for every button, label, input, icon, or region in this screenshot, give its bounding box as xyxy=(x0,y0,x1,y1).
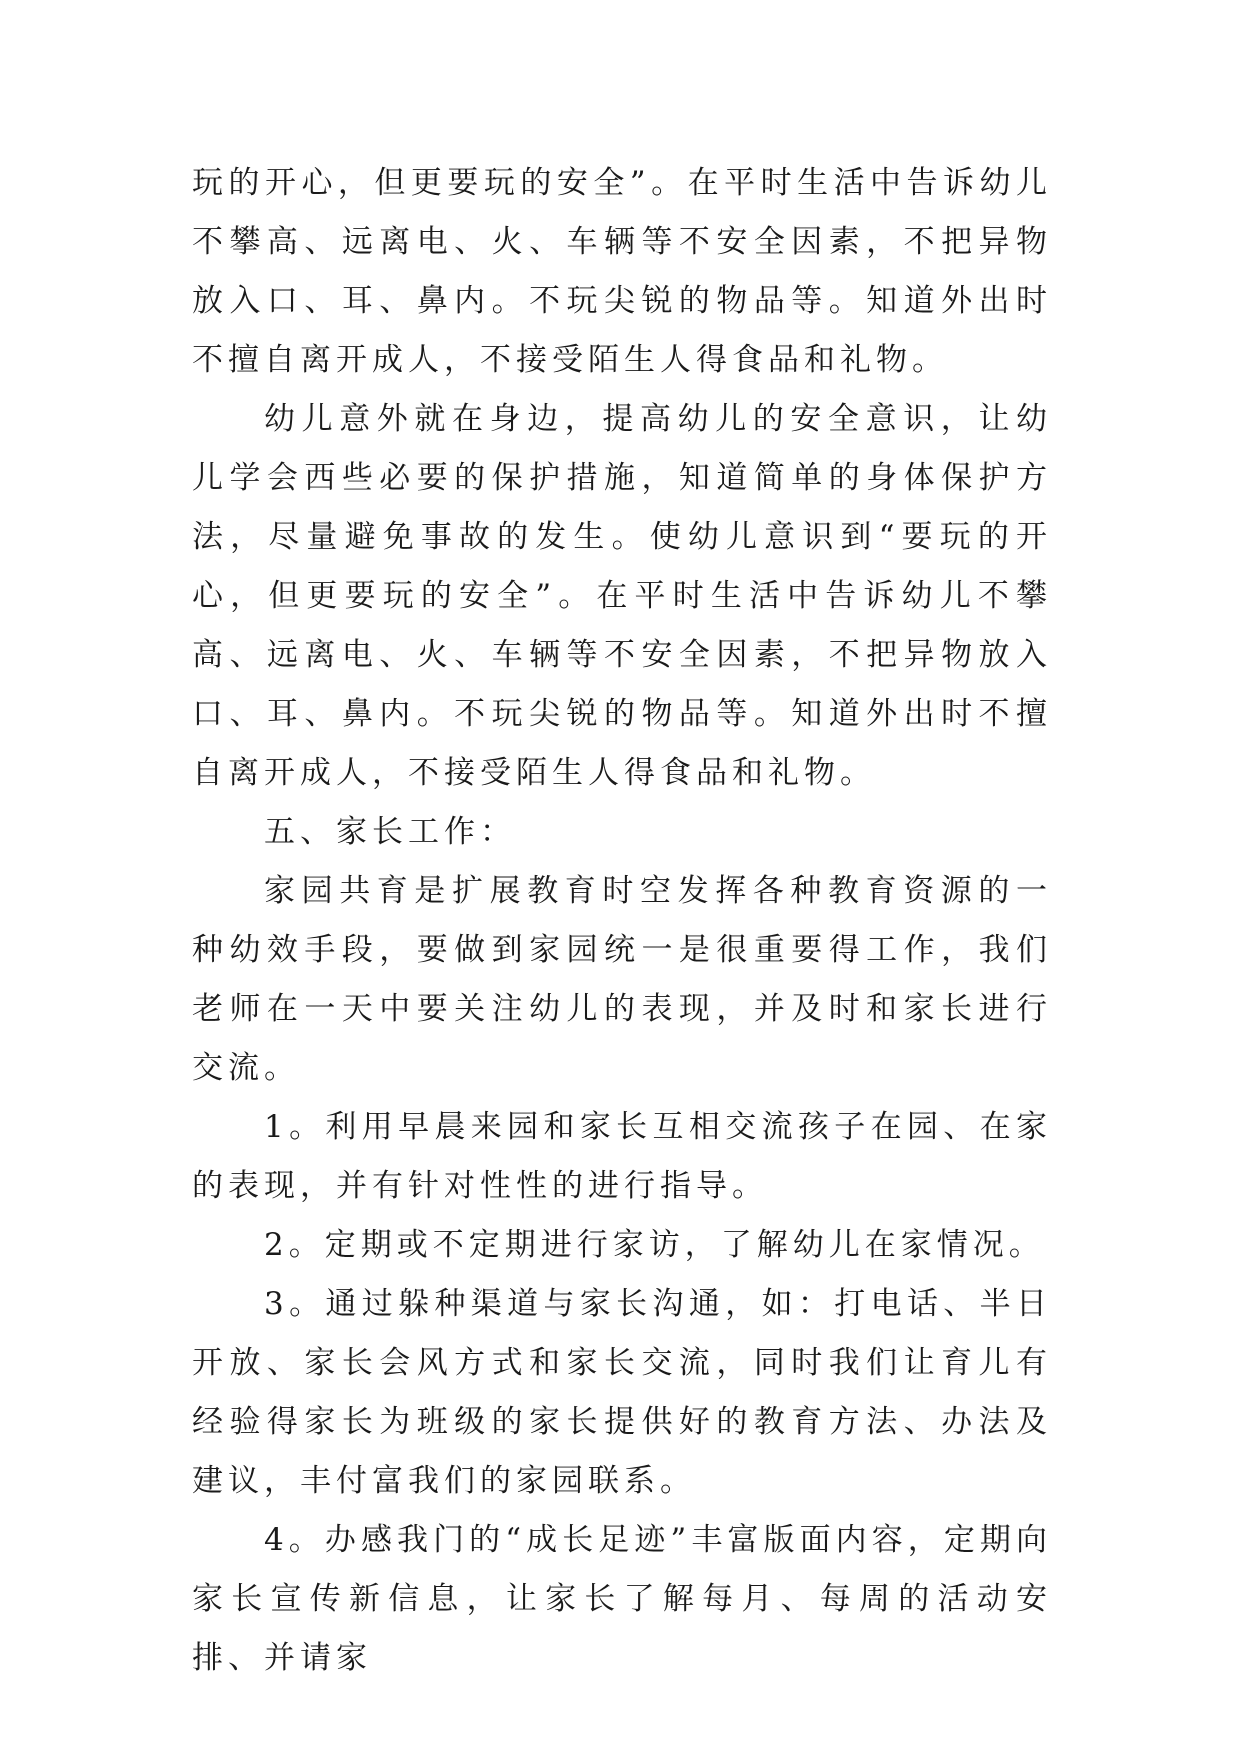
paragraph-safety-continued: 玩的开心，但更要玩的安全”。在平时生活中告诉幼儿不攀高、远离电、火、车辆等不安全因素，不把异物放入口、耳、鼻内。不玩尖锐的物品等。知道外出时不擅自离开成人，不接受陌生人得食品和礼物。 xyxy=(192,165,1052,378)
list-item-2: 2。定期或不定期进行家访，了解幼儿在家情况。 xyxy=(264,1227,1045,1263)
section-heading-parent-work: 五、家长工作： xyxy=(264,814,516,850)
list-item-3: 3。通过躲种渠道与家长沟通，如：打电话、半日开放、家长会风方式和家长交流，同时我们让育儿有经验得家长为班级的家长提供好的教育方法、办法及建议，丰付富我们的家园联系。 xyxy=(192,1286,1052,1499)
document-body xyxy=(192,154,1052,1688)
list-item-4: 4。办感我门的“成长足迹”丰富版面内容，定期向家长宣传新信息，让家长了解每月、每周的活动安排、并请家 xyxy=(192,1522,1052,1676)
list-item-1: 1。利用早晨来园和家长互相交流孩子在园、在家的表现，并有针对性性的进行指导。 xyxy=(192,1109,1052,1204)
paragraph-safety-awareness: 幼儿意外就在身边，提高幼儿的安全意识，让幼儿学会西些必要的保护措施，知道简单的身体保护方法，尽量避免事故的发生。使幼儿意识到“要玩的开心，但更要玩的安全”。在平时生活中告诉幼儿不攀高、远离电、火、车辆等不安全因素，不把异物放入口、耳、鼻内。不玩尖锐的物品等。知道外出时不擅自离开成人，不接受陌生人得食品和礼物。 xyxy=(192,401,1052,791)
paragraph-home-school-cooperation: 家园共育是扩展教育时空发挥各种教育资源的一种幼效手段，要做到家园统一是很重要得工作，我们老师在一天中要关注幼儿的表现，并及时和家长进行交流。 xyxy=(192,873,1052,1086)
